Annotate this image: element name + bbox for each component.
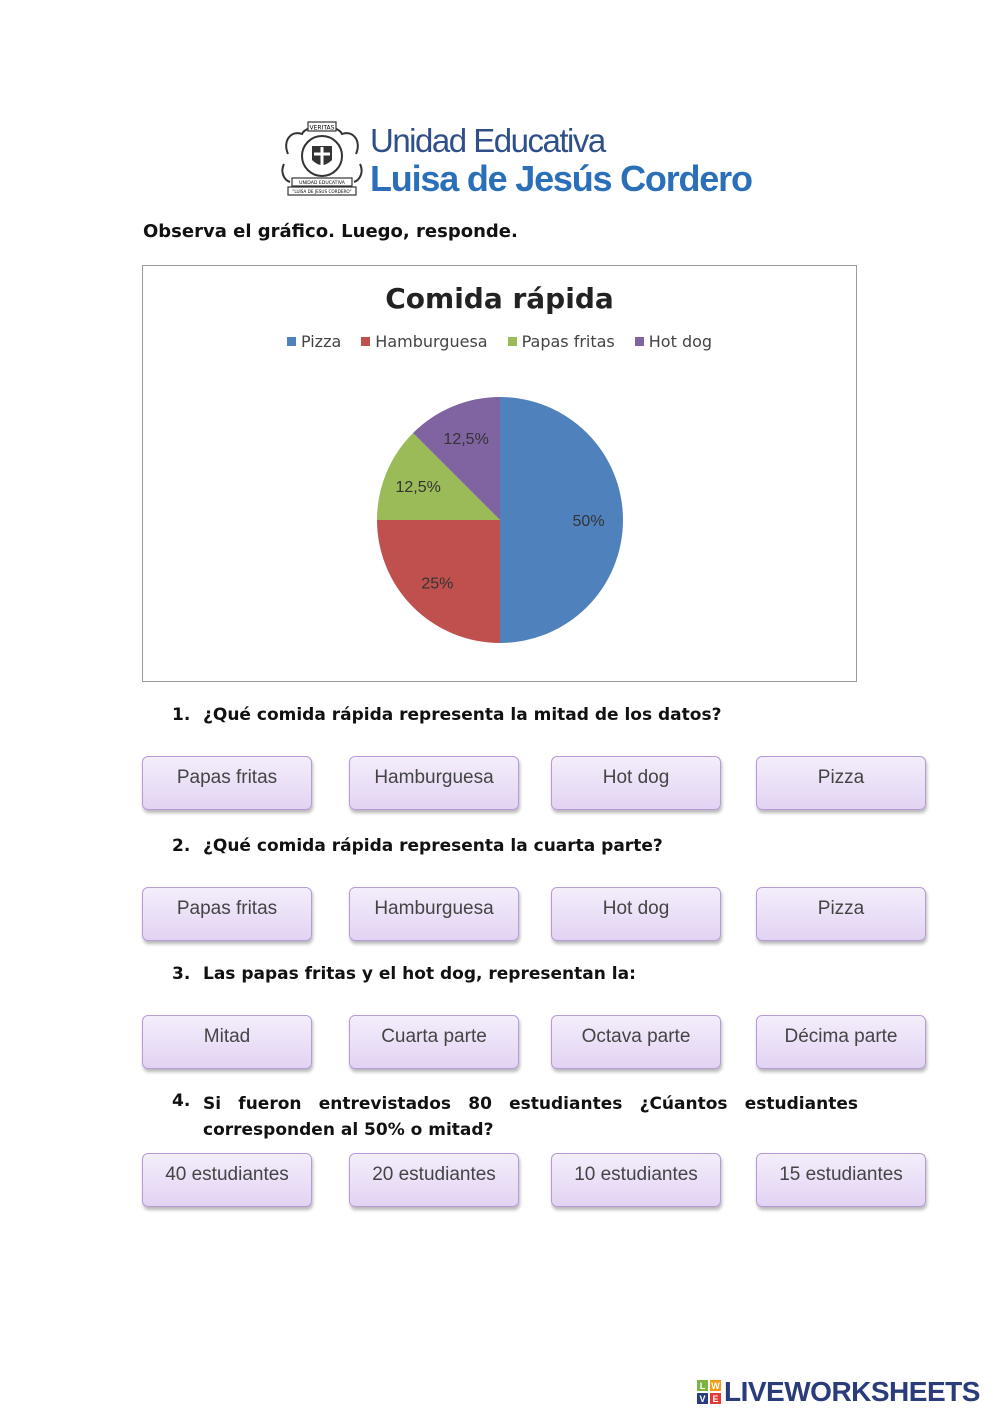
pie-chart-box <box>142 265 857 682</box>
question-1 <box>172 705 721 725</box>
school-name: Luisa de Jesús Cordero <box>370 158 752 199</box>
option-button[interactable]: Hamburguesa <box>349 887 519 941</box>
question-3 <box>172 964 636 984</box>
options-question-4 <box>142 1153 932 1209</box>
svg-text:W: W <box>711 1381 720 1391</box>
legend-label: Papas fritas <box>521 332 615 351</box>
option-button[interactable]: 10 estudiantes <box>551 1153 721 1207</box>
question-text: Las papas fritas y el hot dog, representan la: <box>203 964 636 984</box>
question-2 <box>172 836 663 856</box>
question-number: 4. <box>172 1091 191 1111</box>
option-button[interactable]: Pizza <box>756 756 926 810</box>
liveworksheets-brand <box>697 1378 980 1406</box>
legend-label: Pizza <box>300 332 342 351</box>
option-button[interactable]: Papas fritas <box>142 756 312 810</box>
option-button[interactable]: 40 estudiantes <box>142 1153 312 1207</box>
school-crest-logo <box>278 120 366 198</box>
pie-data-label: 25% <box>421 575 454 593</box>
pie-data-label: 12,5% <box>443 431 489 449</box>
liveworksheets-wordmark: LIVEWORKSHEETS <box>724 1376 980 1407</box>
svg-text:V: V <box>699 1394 706 1404</box>
pie-data-label: 50% <box>572 513 605 530</box>
instruction-text: Observa el gráfico. Luego, responde. <box>143 221 518 242</box>
option-button[interactable]: Octava parte <box>551 1015 721 1069</box>
option-button[interactable]: Hot dog <box>551 756 721 810</box>
crest-ribbon-text: UNIDAD EDUCATIVA <box>299 181 345 186</box>
chart-title: Comida rápida <box>385 282 614 315</box>
legend-label: Hot dog <box>648 332 713 351</box>
option-button[interactable]: 15 estudiantes <box>756 1153 926 1207</box>
pie-chart <box>143 266 856 681</box>
liveworksheets-logo-icon <box>697 1380 721 1404</box>
question-text: ¿Qué comida rápida representa la mitad de los datos? <box>203 705 722 725</box>
question-text: Si fueron entrevistados 80 estudiantes ¿Cúantos estudiantes corresponden al 50% o mitad? <box>203 1094 858 1140</box>
svg-text:E: E <box>712 1394 719 1404</box>
school-type: Unidad Educativa <box>370 122 605 159</box>
question-number: 3. <box>172 964 191 984</box>
pie-data-label: 12,5% <box>395 479 441 497</box>
option-button[interactable]: Mitad <box>142 1015 312 1069</box>
options-question-1 <box>142 756 932 812</box>
option-button[interactable]: Hot dog <box>551 887 721 941</box>
crest-motto: VERITAS <box>309 124 335 132</box>
question-number: 1. <box>172 705 191 725</box>
school-header <box>278 120 752 202</box>
option-button[interactable]: Hamburguesa <box>349 756 519 810</box>
options-question-3 <box>142 1015 932 1071</box>
svg-text:L: L <box>699 1381 706 1391</box>
option-button[interactable]: Papas fritas <box>142 887 312 941</box>
question-text: ¿Qué comida rápida representa la cuarta parte? <box>203 836 663 856</box>
options-question-2 <box>142 887 932 943</box>
crest-name-text: "LUISA DE JESUS CORDERO" <box>292 189 352 194</box>
option-button[interactable]: Pizza <box>756 887 926 941</box>
question-number: 2. <box>172 836 191 856</box>
legend-label: Hamburguesa <box>375 332 488 351</box>
option-button[interactable]: Cuarta parte <box>349 1015 519 1069</box>
option-button[interactable]: Décima parte <box>756 1015 926 1069</box>
option-button[interactable]: 20 estudiantes <box>349 1153 519 1207</box>
